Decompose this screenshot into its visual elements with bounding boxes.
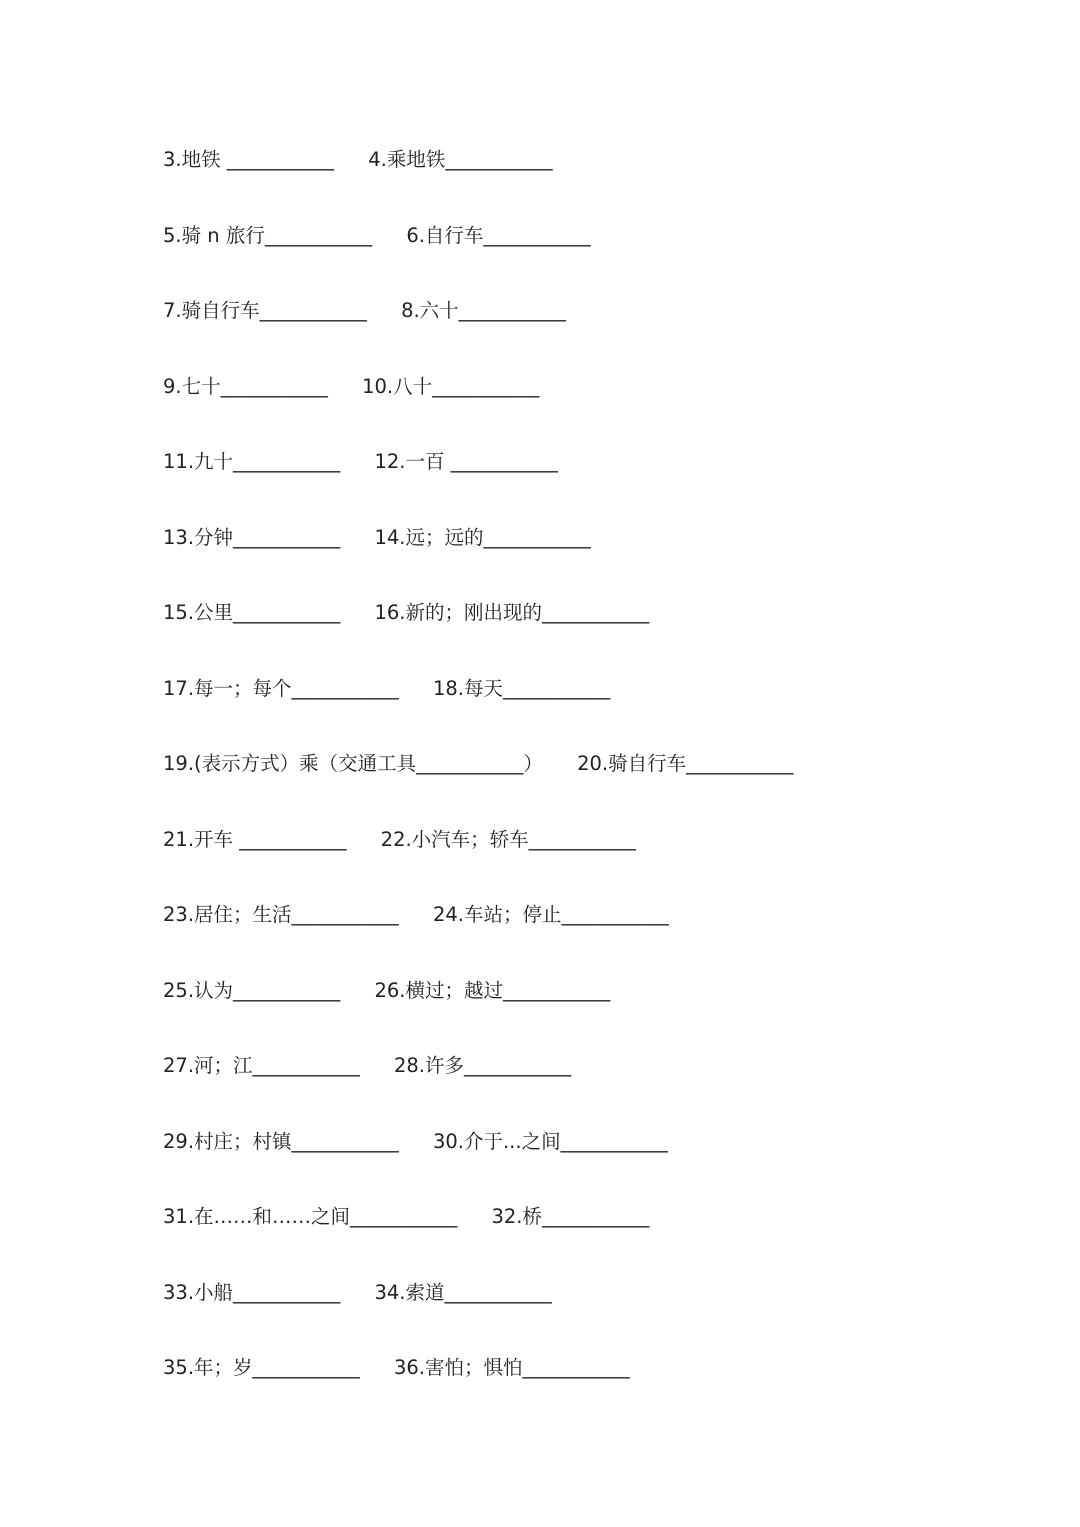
vocab-item-30: 30.介于...之间___________ [432, 1129, 668, 1153]
vocab-item-12: 12.一百 ___________ [374, 450, 558, 473]
vocab-item-26: 26.横过；越过___________ [374, 978, 611, 1002]
vocab-item-5: 5.骑 n 旅行___________ [163, 223, 373, 247]
vocab-item-16: 16.新的；刚出现的___________ [374, 601, 650, 624]
vocab-item-7: 7.骑自行车___________ [163, 299, 367, 322]
vocabulary-list [163, 142, 1023, 1426]
vocab-item-4: 4.乘地铁___________ [368, 148, 553, 171]
list-row [163, 369, 1023, 445]
vocab-item-9: 9.七十___________ [163, 374, 328, 398]
vocab-item-25: 25.认为___________ [163, 978, 341, 1002]
list-row [163, 671, 1023, 747]
list-row [163, 1199, 1023, 1275]
list-row [163, 822, 1023, 898]
vocab-item-13: 13.分钟___________ [163, 525, 341, 549]
list-row [163, 1124, 1023, 1200]
vocab-item-15: 15.公里___________ [163, 601, 341, 624]
list-row [163, 218, 1023, 294]
vocab-item-11: 11.九十___________ [163, 450, 341, 473]
vocab-item-18: 18.每天___________ [432, 676, 611, 700]
vocab-item-28: 28.许多___________ [393, 1054, 572, 1077]
vocab-item-8: 8.六十___________ [401, 299, 566, 322]
vocab-item-33: 33.小船___________ [163, 1280, 341, 1304]
vocab-item-24: 24.车站；停止___________ [432, 903, 669, 926]
vocab-item-3: 3.地铁 ___________ [163, 148, 335, 171]
vocab-item-35: 35.年；岁___________ [163, 1356, 360, 1379]
vocab-item-36: 36.害怕；惧怕___________ [393, 1356, 630, 1379]
vocab-item-34: 34.索道___________ [374, 1280, 552, 1304]
vocab-item-19: 19.(表示方式）乘（交通工具___________） [163, 752, 543, 775]
vocab-item-23: 23.居住；生活___________ [163, 903, 399, 926]
vocab-item-32: 32.桥___________ [491, 1205, 650, 1228]
list-row [163, 142, 1023, 218]
vocab-item-29: 29.村庄；村镇___________ [163, 1129, 399, 1153]
vocab-item-10: 10.八十___________ [362, 374, 540, 398]
vocab-item-14: 14.远；远的___________ [374, 525, 591, 549]
list-row [163, 444, 1023, 520]
list-row [163, 595, 1023, 671]
list-row [163, 746, 1023, 822]
list-row [163, 520, 1023, 596]
vocab-item-31: 31.在……和……之间___________ [163, 1205, 458, 1228]
list-row [163, 973, 1023, 1049]
vocab-item-17: 17.每一；每个___________ [163, 676, 399, 700]
vocab-item-6: 6.自行车___________ [406, 223, 591, 247]
list-row [163, 1048, 1023, 1124]
vocab-item-21: 21.开车 ___________ [163, 827, 347, 851]
vocab-item-20: 20.骑自行车___________ [577, 752, 794, 775]
vocab-item-22: 22.小汽车；轿车___________ [380, 827, 636, 851]
list-row [163, 897, 1023, 973]
list-row [163, 1275, 1023, 1351]
vocab-item-27: 27.河；江___________ [163, 1054, 360, 1077]
list-row [163, 1350, 1023, 1426]
list-row [163, 293, 1023, 369]
